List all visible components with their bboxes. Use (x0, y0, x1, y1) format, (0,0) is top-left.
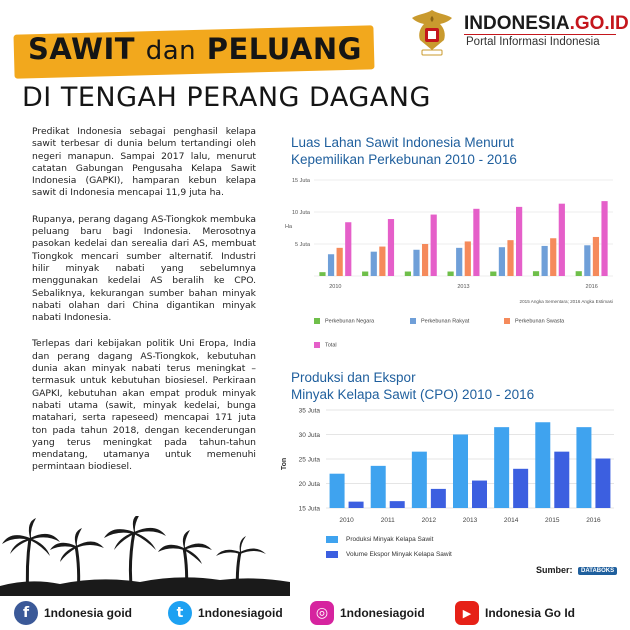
brand-subtitle: Portal Informasi Indonesia (466, 36, 600, 48)
chart1-bar (550, 238, 556, 276)
instagram-link[interactable] (310, 601, 425, 625)
chart2-bar (412, 452, 427, 508)
chart1-bar (490, 272, 496, 276)
chart1-bar (337, 248, 343, 276)
legend-swatch (326, 536, 338, 543)
chart2-title-line1: Produksi dan Ekspor (291, 370, 416, 385)
chart2-bar (494, 427, 509, 508)
chart1-ytick-label: 5 Juta (295, 242, 310, 248)
brand-name-text: INDONESIA (464, 13, 570, 34)
chart1-bar (516, 207, 522, 276)
chart1-bar (405, 272, 411, 276)
chart2-bar (472, 481, 487, 508)
article-paragraph-2: Rupanya, perang dagang AS-Tiongkok membuka peluang baru bagi Indonesia. Merosotnya pasokan kedelai dan serealia dari AS, membuat Tiongkok mencari sumber alternatif. Industri hilir minyak nabati yang sebelumnya menggunakan kedelai AS beralih ke CPO. Sebaliknya, kekurangan sumber bahan minyak nabati olahan dari China digantikan minyak nabati Indonesia. (32, 213, 256, 324)
legend-swatch (504, 318, 510, 324)
chart2-ytick-label: 20 Juta (298, 481, 320, 488)
chart1-ytick-label: 10 Juta (291, 210, 310, 216)
chart2-xtick-label: 2016 (586, 517, 601, 524)
chart1-bar (533, 271, 539, 276)
chart1-bar (507, 240, 513, 276)
chart2-legend-item (326, 536, 433, 543)
chart2-title-line2: Minyak Kelapa Sawit (CPO) 2010 - 2016 (291, 387, 535, 402)
legend-swatch (326, 551, 338, 558)
title-word-sawit: SAWIT (28, 32, 136, 66)
chart2-ytick-label: 30 Juta (298, 432, 320, 439)
chart2-bar (431, 489, 446, 508)
chart2-bar (453, 435, 468, 509)
legend-swatch (314, 318, 320, 324)
chart1-ylabel: Ha (285, 224, 293, 230)
chart2-plot (276, 402, 618, 528)
facebook-link[interactable] (14, 601, 132, 625)
chart1-bar (593, 237, 599, 276)
instagram-icon: ◎ (310, 601, 334, 625)
chart1-xtick-label: 2010 (329, 284, 342, 290)
chart2-bar (349, 502, 364, 508)
chart1-bar (422, 244, 428, 276)
source-label: Sumber: (536, 565, 573, 575)
twitter-handle: 1ndonesiagoid (198, 606, 283, 620)
article-body (32, 126, 256, 488)
chart2-legend-item (326, 551, 452, 558)
brand-divider (464, 34, 616, 35)
chart1-bar (413, 250, 419, 276)
palm-trees-silhouette-icon (0, 516, 290, 598)
chart1-note: 2015 Angka Sementara; 2016 Angka Estimasi (519, 299, 613, 304)
chart1-legend-item (504, 318, 564, 324)
chart2-bar (576, 427, 591, 508)
garuda-emblem-icon (408, 6, 456, 60)
youtube-link[interactable] (455, 601, 575, 625)
chart1-bar (379, 247, 385, 276)
chart2-title (291, 369, 534, 403)
chart1-bar (584, 245, 590, 276)
chart1-bar (559, 204, 565, 276)
legend-swatch (314, 342, 320, 348)
title-word-dan: dan (145, 36, 197, 66)
chart1-legend-item (410, 318, 469, 324)
legend-label: Perkebunan Swasta (515, 318, 565, 325)
chart2-ytick-label: 35 Juta (298, 407, 320, 415)
chart2-bar (595, 459, 610, 508)
chart2-bar (371, 466, 386, 508)
twitter-link[interactable] (168, 601, 283, 625)
title-word-peluang: PELUANG (206, 32, 362, 66)
legend-label: Total (325, 342, 337, 349)
chart1-bar (328, 254, 334, 276)
chart1-bar (448, 272, 454, 276)
databoks-logo: DATABOKS (578, 567, 617, 575)
chart2-bar (513, 469, 528, 508)
chart1-legend-item (314, 342, 337, 348)
chart1-title-line1: Luas Lahan Sawit Indonesia Menurut (291, 135, 514, 150)
brand-domain-text: .GO.ID (569, 13, 629, 34)
chart1-bar (601, 201, 607, 276)
chart2-bar (330, 474, 345, 508)
chart2-bar (554, 452, 569, 508)
chart1-title (291, 134, 517, 168)
youtube-icon: ▶ (455, 601, 479, 625)
article-paragraph-3: Terlepas dari kebijakan politik Uni Eropa, India dan perang dagang AS-Tiongkok, kebutuhan dunia akan minyak nabati terus meningkat – termasuk untuk kebutuhan biosiesel. Perkiraan GAPKI, kebutuhan akan empat produk minyak nabati utama (sawit, minyak kedelai, bunga matahari, serta rapeseed) mencapai 171 juta ton pada tahun 2018, dengan kecenderungan yang terus meningkat pada tahun-tahun mendatang, utamanya untuk memenuhi permintaan biodiesel. (32, 338, 256, 473)
chart2-xtick-label: 2013 (462, 517, 478, 524)
chart2-ylabel: Ton (281, 457, 288, 471)
legend-label: Perkebunan Negara (325, 318, 375, 325)
chart1-bar (542, 246, 548, 276)
legend-swatch (410, 318, 416, 324)
chart1-xtick-label: 2013 (457, 284, 470, 290)
facebook-handle: 1ndonesia goid (44, 606, 133, 620)
chart1-bar (576, 271, 582, 276)
chart1-ytick-label: 15 Juta (291, 178, 310, 184)
chart1-xtick-label: 2016 (585, 284, 598, 290)
legend-label: Volume Ekspor Minyak Kelapa Sawit (346, 551, 452, 559)
page-title-line1 (28, 32, 362, 66)
chart2-ytick-label: 15 Juta (298, 505, 320, 513)
chart1-bar (473, 209, 479, 276)
legend-label: Perkebunan Rakyat (421, 318, 470, 325)
chart1-bar (456, 248, 462, 276)
chart1-bar (371, 252, 377, 276)
chart1-bar (345, 222, 351, 276)
facebook-icon: f (14, 601, 38, 625)
chart2-ytick-label: 25 Juta (298, 456, 320, 464)
chart1-bar (431, 215, 437, 276)
article-paragraph-1: Predikat Indonesia sebagai penghasil kelapa sawit terbesar di dunia belum tertandingi oleh negeri manapun. Sampai 2017 lalu, menurut catatan Gabungan Pengusaha Kelapa Sawit Indonesia (GAPKI), hamparan kebun kelapa sawit di Indonesia mencapai 11,9 juta ha. (32, 126, 256, 199)
chart1-legend-item (314, 318, 374, 324)
legend-label: Produksi Minyak Kelapa Sawit (346, 536, 434, 544)
chart1-bar (499, 247, 505, 276)
chart1-legend (314, 318, 614, 358)
chart2-xtick-label: 2015 (545, 517, 560, 524)
twitter-icon: t (168, 601, 192, 625)
source-credit (536, 565, 617, 575)
chart2-bar (535, 422, 550, 508)
chart1-plot (278, 170, 623, 310)
chart1-title-line2: Kepemilikan Perkebunan 2010 - 2016 (291, 152, 517, 167)
chart2-bar (390, 501, 405, 508)
brand-name (464, 13, 629, 35)
chart1-bar (465, 241, 471, 276)
chart1-bar (362, 272, 368, 276)
youtube-handle: Indonesia Go Id (485, 606, 576, 620)
chart1-bar (388, 219, 394, 276)
instagram-handle: 1ndonesiagoid (340, 606, 425, 620)
page-title-line2: DI TENGAH PERANG DAGANG (22, 82, 431, 113)
chart2-xtick-label: 2014 (503, 517, 519, 524)
chart2-xtick-label: 2010 (339, 517, 354, 524)
chart1-bar (319, 272, 325, 276)
chart2-xtick-label: 2011 (380, 517, 395, 524)
chart2-legend (326, 536, 526, 566)
chart2-xtick-label: 2012 (421, 517, 437, 524)
